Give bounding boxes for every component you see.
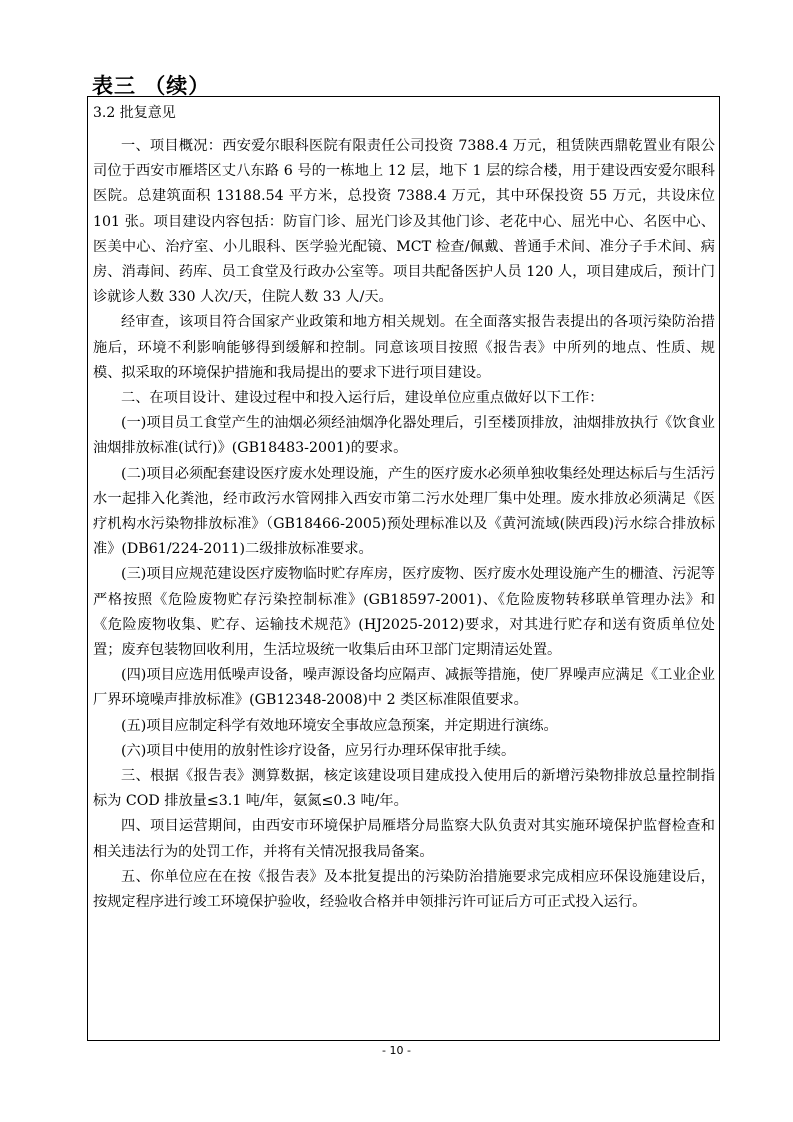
paragraph: 四、项目运营期间，由西安市环境保护局雁塔分局监察大队负责对其实施环境保护监督检查和相关违法行为的处罚工作，并将有关情况报我局备案。	[93, 818, 715, 860]
paragraph: (二)项目必须配套建设医疗废水处理设施，产生的医疗废水必须单独收集经处理达标后与生活污水一起排入化粪池，经市政污水管网排入西安市第二污水处理厂集中处理。废水排放必须满足《医疗机构水污染物排放标准》（GB18466-2005)预处理标准以及《黄河流域(陕西段)污水综合排放标准》(DB61/224-2011)二级排放标准要求。	[93, 465, 715, 558]
section-heading: 3.2 批复意见	[93, 105, 176, 121]
paragraph: 一、项目概况：西安爱尔眼科医院有限责任公司投资 7388.4 万元，租赁陕西鼎乾置业有限公司位于西安市雁塔区丈八东路 6 号的一栋地上 12 层，地下 1 层的综合楼，用于建设西安爱尔眼科医院。总建筑面积 13188.54 平方米，总投资 7388.4 万元，其中环保投资 55 万元，共设床位 101 张。项目建设内容包括：防盲门诊、屈光门诊及其他门诊、老花中心、屈光中心、名医中心、医美中心、治疗室、小儿眼科、医学验光配镜、MCT 检查/佩戴、普通手术间、准分子手术间、病房、消毒间、药库、员工食堂及行政办公室等。项目共配备医护人员 120 人，项目建成后，预计门诊就诊人数 330 人次/天，住院人数 33 人/天。	[93, 138, 715, 306]
table-title: 表三 （续）	[92, 74, 211, 98]
paragraph: (四)项目应选用低噪声设备，噪声源设备均应隔声、减振等措施，使厂界噪声应满足《工业企业厂界环境噪声排放标准》(GB12348-2008)中 2 类区标准限值要求。	[93, 667, 715, 709]
page-number: - 10 -	[382, 1044, 411, 1057]
paragraph: 五、你单位应在在按《报告表》及本批复提出的污染防治措施要求完成相应环保设施建设后，按规定程序进行竣工环境保护验收，经验收合格并申领排污许可证后方可正式投入运行。	[93, 868, 715, 911]
paragraph: 经审查，该项目符合国家产业政策和地方相关规划。在全面落实报告表提出的各项污染防治措施后，环境不利影响能够得到缓解和控制。同意该项目按照《报告表》中所列的地点、性质、规模、拟采取的环境保护措施和我局提出的要求下进行项目建设。	[93, 314, 715, 381]
paragraph: (一)项目员工食堂产生的油烟必须经油烟净化器处理后，引至楼顶排放，油烟排放执行《饮食业油烟排放标准(试行)》(GB18483-2001)的要求。	[93, 415, 715, 457]
approval-body	[93, 134, 715, 915]
paragraph: 三、根据《报告表》测算数据，核定该建设项目建成投入使用后的新增污染物排放总量控制指标为 COD 排放量≤3.1 吨/年，氨氮≤0.3 吨/年。	[93, 768, 715, 810]
paragraph: (五)项目应制定科学有效地环境安全事故应急预案，并定期进行演练。	[121, 717, 558, 734]
paragraph: 二、在项目设计、建设过程中和投入运行后，建设单位应重点做好以下工作：	[121, 390, 604, 407]
paragraph: (六)项目中使用的放射性诊疗设备，应另行办理环保审批手续。	[121, 742, 516, 759]
paragraph: (三)项目应规范建设医疗废物临时贮存库房，医疗废物、医疗废水处理设施产生的栅渣、污泥等严格按照《危险废物贮存污染控制标准》(GB18597-2001)、《危险废物转移联单管理办法》和《危险废物收集、贮存、运输技术规范》(HJ2025-2012)要求，对其进行贮存和送有资质单位处置；废弃包装物回收利用，生活垃圾统一收集后由环卫部门定期清运处置。	[93, 566, 715, 659]
